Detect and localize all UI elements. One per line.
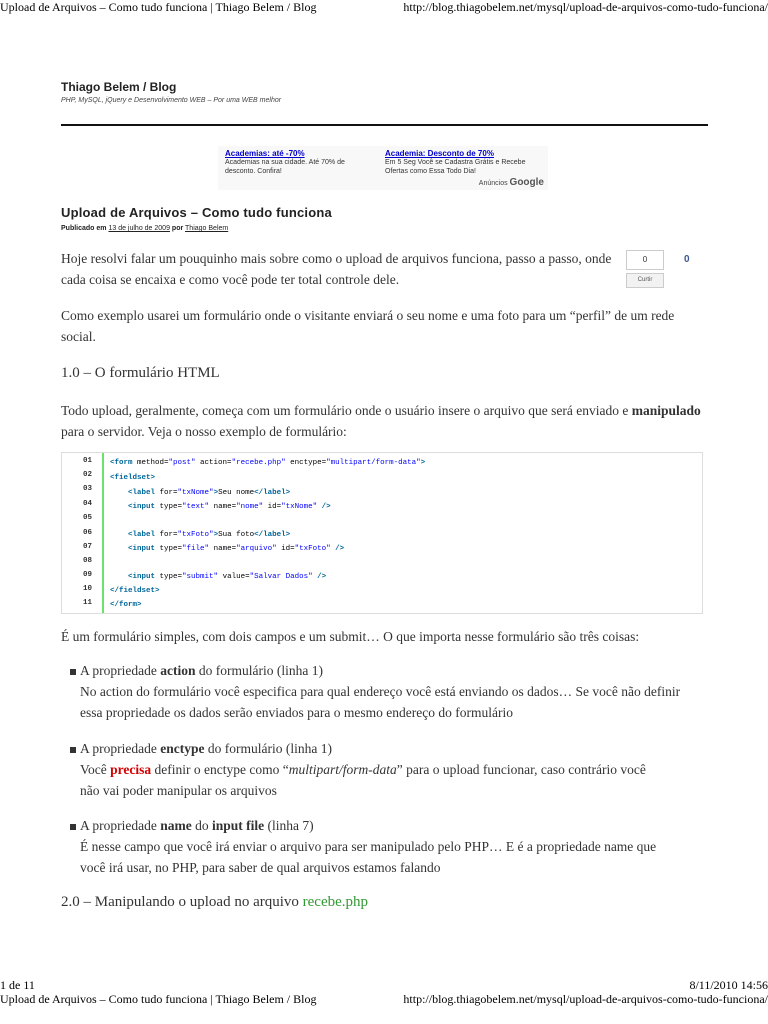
bullet-icon xyxy=(70,824,76,830)
heading-filename: recebe.php xyxy=(302,894,369,910)
bullet-line: É nesse campo que você irá enviar o arquivo para ser manipulado pelo PHP… E é a propriedade name que xyxy=(80,839,657,854)
section-heading-1: 1.0 – O formulário HTML xyxy=(61,365,220,381)
bullet-line: não vai poder manipular os arquivos xyxy=(80,783,277,798)
code-line: <input type="text" name="nome" id="txNome" /> xyxy=(128,503,331,511)
list-item xyxy=(70,660,710,723)
code-line: </fieldset> xyxy=(110,587,160,595)
google-logo: Google xyxy=(509,177,544,188)
example-paragraph: Como exemplo usarei um formulário onde o visitante enviará o seu nome e uma foto para um “perfil” de um rede social. xyxy=(61,308,675,344)
bullet-bold: input file xyxy=(211,818,265,833)
like-widget xyxy=(626,250,706,288)
author-link[interactable]: Thiago Belem xyxy=(185,225,229,232)
bullet-line: você irá usar, no PHP, para saber de qual arquivos estamos falando xyxy=(80,860,441,875)
bullet-bold: name xyxy=(160,818,192,833)
print-footer-page: 1 de 11 xyxy=(0,978,35,992)
line-number: 02 xyxy=(82,471,92,479)
ad-item[interactable] xyxy=(225,149,375,176)
form-intro-text: Todo upload, geralmente, começa com um formulário onde o usuário insere o arquivo que será enviado e xyxy=(61,403,629,418)
ad-title[interactable]: Academias: até -70% xyxy=(225,149,305,158)
print-footer-url[interactable]: http://blog.thiagobelem.net/mysql/upload-de-arquivos-como-tudo-funciona/ xyxy=(403,992,768,1006)
bullet-bold: action xyxy=(160,663,196,678)
bullet-line: essa propriedade os dados serão enviados para o mesmo endereço do formulário xyxy=(80,705,513,720)
ad-title[interactable]: Academia: Desconto de 70% xyxy=(385,149,494,158)
bullet-post: do formulário (linha 1) xyxy=(198,663,323,678)
code-line: <input type="submit" value="Salvar Dados" /> xyxy=(128,573,327,581)
code-line: <input type="file" name="arquivo" id="txFoto" /> xyxy=(128,545,345,553)
bullet-icon xyxy=(70,669,76,675)
like-total: 0 xyxy=(684,254,690,265)
print-header-url[interactable]: http://blog.thiagobelem.net/mysql/upload-de-arquivos-como-tudo-funciona/ xyxy=(403,0,768,14)
meta-by: por xyxy=(171,225,184,232)
emphasis-red: precisa xyxy=(110,762,152,777)
line-number: 08 xyxy=(82,557,92,565)
code-line: <form method="post" action="recebe.php" enctype="multipart/form-data"> xyxy=(110,459,426,467)
form-intro-paragraph xyxy=(61,400,706,442)
print-footer-title: Upload de Arquivos – Como tudo funciona | Thiago Belem / Blog xyxy=(0,992,317,1006)
ad-text: Academias na sua cidade. Até 70% de desconto. Confira! xyxy=(225,159,345,175)
line-number: 01 xyxy=(82,457,92,465)
header-divider xyxy=(61,124,708,126)
ad-item[interactable] xyxy=(385,149,535,176)
print-footer-datetime: 8/11/2010 14:56 xyxy=(689,978,768,992)
adsense-label[interactable] xyxy=(479,177,544,188)
ads-label: Anúncios xyxy=(478,180,508,187)
bullet-pre: A propriedade xyxy=(80,741,157,756)
line-number: 04 xyxy=(82,500,92,508)
line-number: 11 xyxy=(82,599,92,607)
bullet-pre: A propriedade xyxy=(80,818,157,833)
code-block xyxy=(61,452,703,614)
post-title[interactable]: Upload de Arquivos – Como tudo funciona xyxy=(61,205,332,220)
three-things-paragraph: É um formulário simples, com dois campos e um submit… O que importa nesse formulário são três coisas: xyxy=(61,629,640,644)
code-line: <label for="txNome">Seu nome</label> xyxy=(128,489,291,497)
blog-title[interactable]: Thiago Belem / Blog xyxy=(61,80,177,94)
line-number: 03 xyxy=(82,485,92,493)
section-heading-2 xyxy=(61,894,368,911)
bullet-line xyxy=(70,759,710,780)
code-line: <label for="txFoto">Sua foto</label> xyxy=(128,531,291,539)
line-number: 06 xyxy=(82,529,92,537)
bullet-mid: do xyxy=(195,818,209,833)
code-gutter xyxy=(62,453,104,613)
like-button[interactable]: Curtir xyxy=(626,273,664,288)
like-count: 0 xyxy=(626,250,664,270)
code-line: <fieldset> xyxy=(110,474,156,482)
bullet-post: (linha 7) xyxy=(267,818,314,833)
post-meta xyxy=(61,225,228,232)
print-header-title: Upload de Arquivos – Como tudo funciona | Thiago Belem / Blog xyxy=(0,0,317,14)
list-item xyxy=(70,815,710,878)
heading-text: 2.0 – Manipulando o upload no arquivo xyxy=(61,894,299,910)
line-number: 07 xyxy=(82,543,92,551)
bullet-text: ” para o upload funcionar, caso contrário você xyxy=(396,762,646,777)
bullet-pre: A propriedade xyxy=(80,663,157,678)
line-number: 05 xyxy=(82,514,92,522)
post-date-link[interactable]: 13 de julho de 2009 xyxy=(108,225,170,232)
blog-tagline: PHP, MySQL, jQuery e Desenvolvimento WEB – Por uma WEB melhor xyxy=(61,97,282,104)
ad-text: Em 5 Seg Você se Cadastra Grátis e Recebe Ofertas como Essa Todo Dia! xyxy=(385,159,526,175)
meta-prefix: Publicado em xyxy=(61,225,107,232)
bullet-italic: multipart/form-data xyxy=(288,762,397,777)
intro-paragraph: Hoje resolvi falar um pouquinho mais sobre como o upload de arquivos funciona, passo a passo, onde cada coisa se encaixa e como você pode ter total controle dele. xyxy=(61,251,612,287)
code-line: </form> xyxy=(110,601,142,609)
bullet-bold: enctype xyxy=(160,741,205,756)
bullet-line: No action do formulário você especifica para qual endereço você está enviando os dados… Se você não definir xyxy=(80,684,681,699)
line-number: 09 xyxy=(82,571,92,579)
list-item xyxy=(70,738,710,801)
form-intro-text-end: para o servidor. Veja o nosso exemplo de formulário: xyxy=(61,424,347,439)
bullet-icon xyxy=(70,747,76,753)
bullet-text: Você xyxy=(80,762,107,777)
bullet-text: definir o enctype como “ xyxy=(154,762,289,777)
ad-block xyxy=(218,146,548,190)
form-intro-bold: manipulado xyxy=(631,403,701,418)
line-number: 10 xyxy=(82,585,92,593)
bullet-post: do formulário (linha 1) xyxy=(207,741,332,756)
